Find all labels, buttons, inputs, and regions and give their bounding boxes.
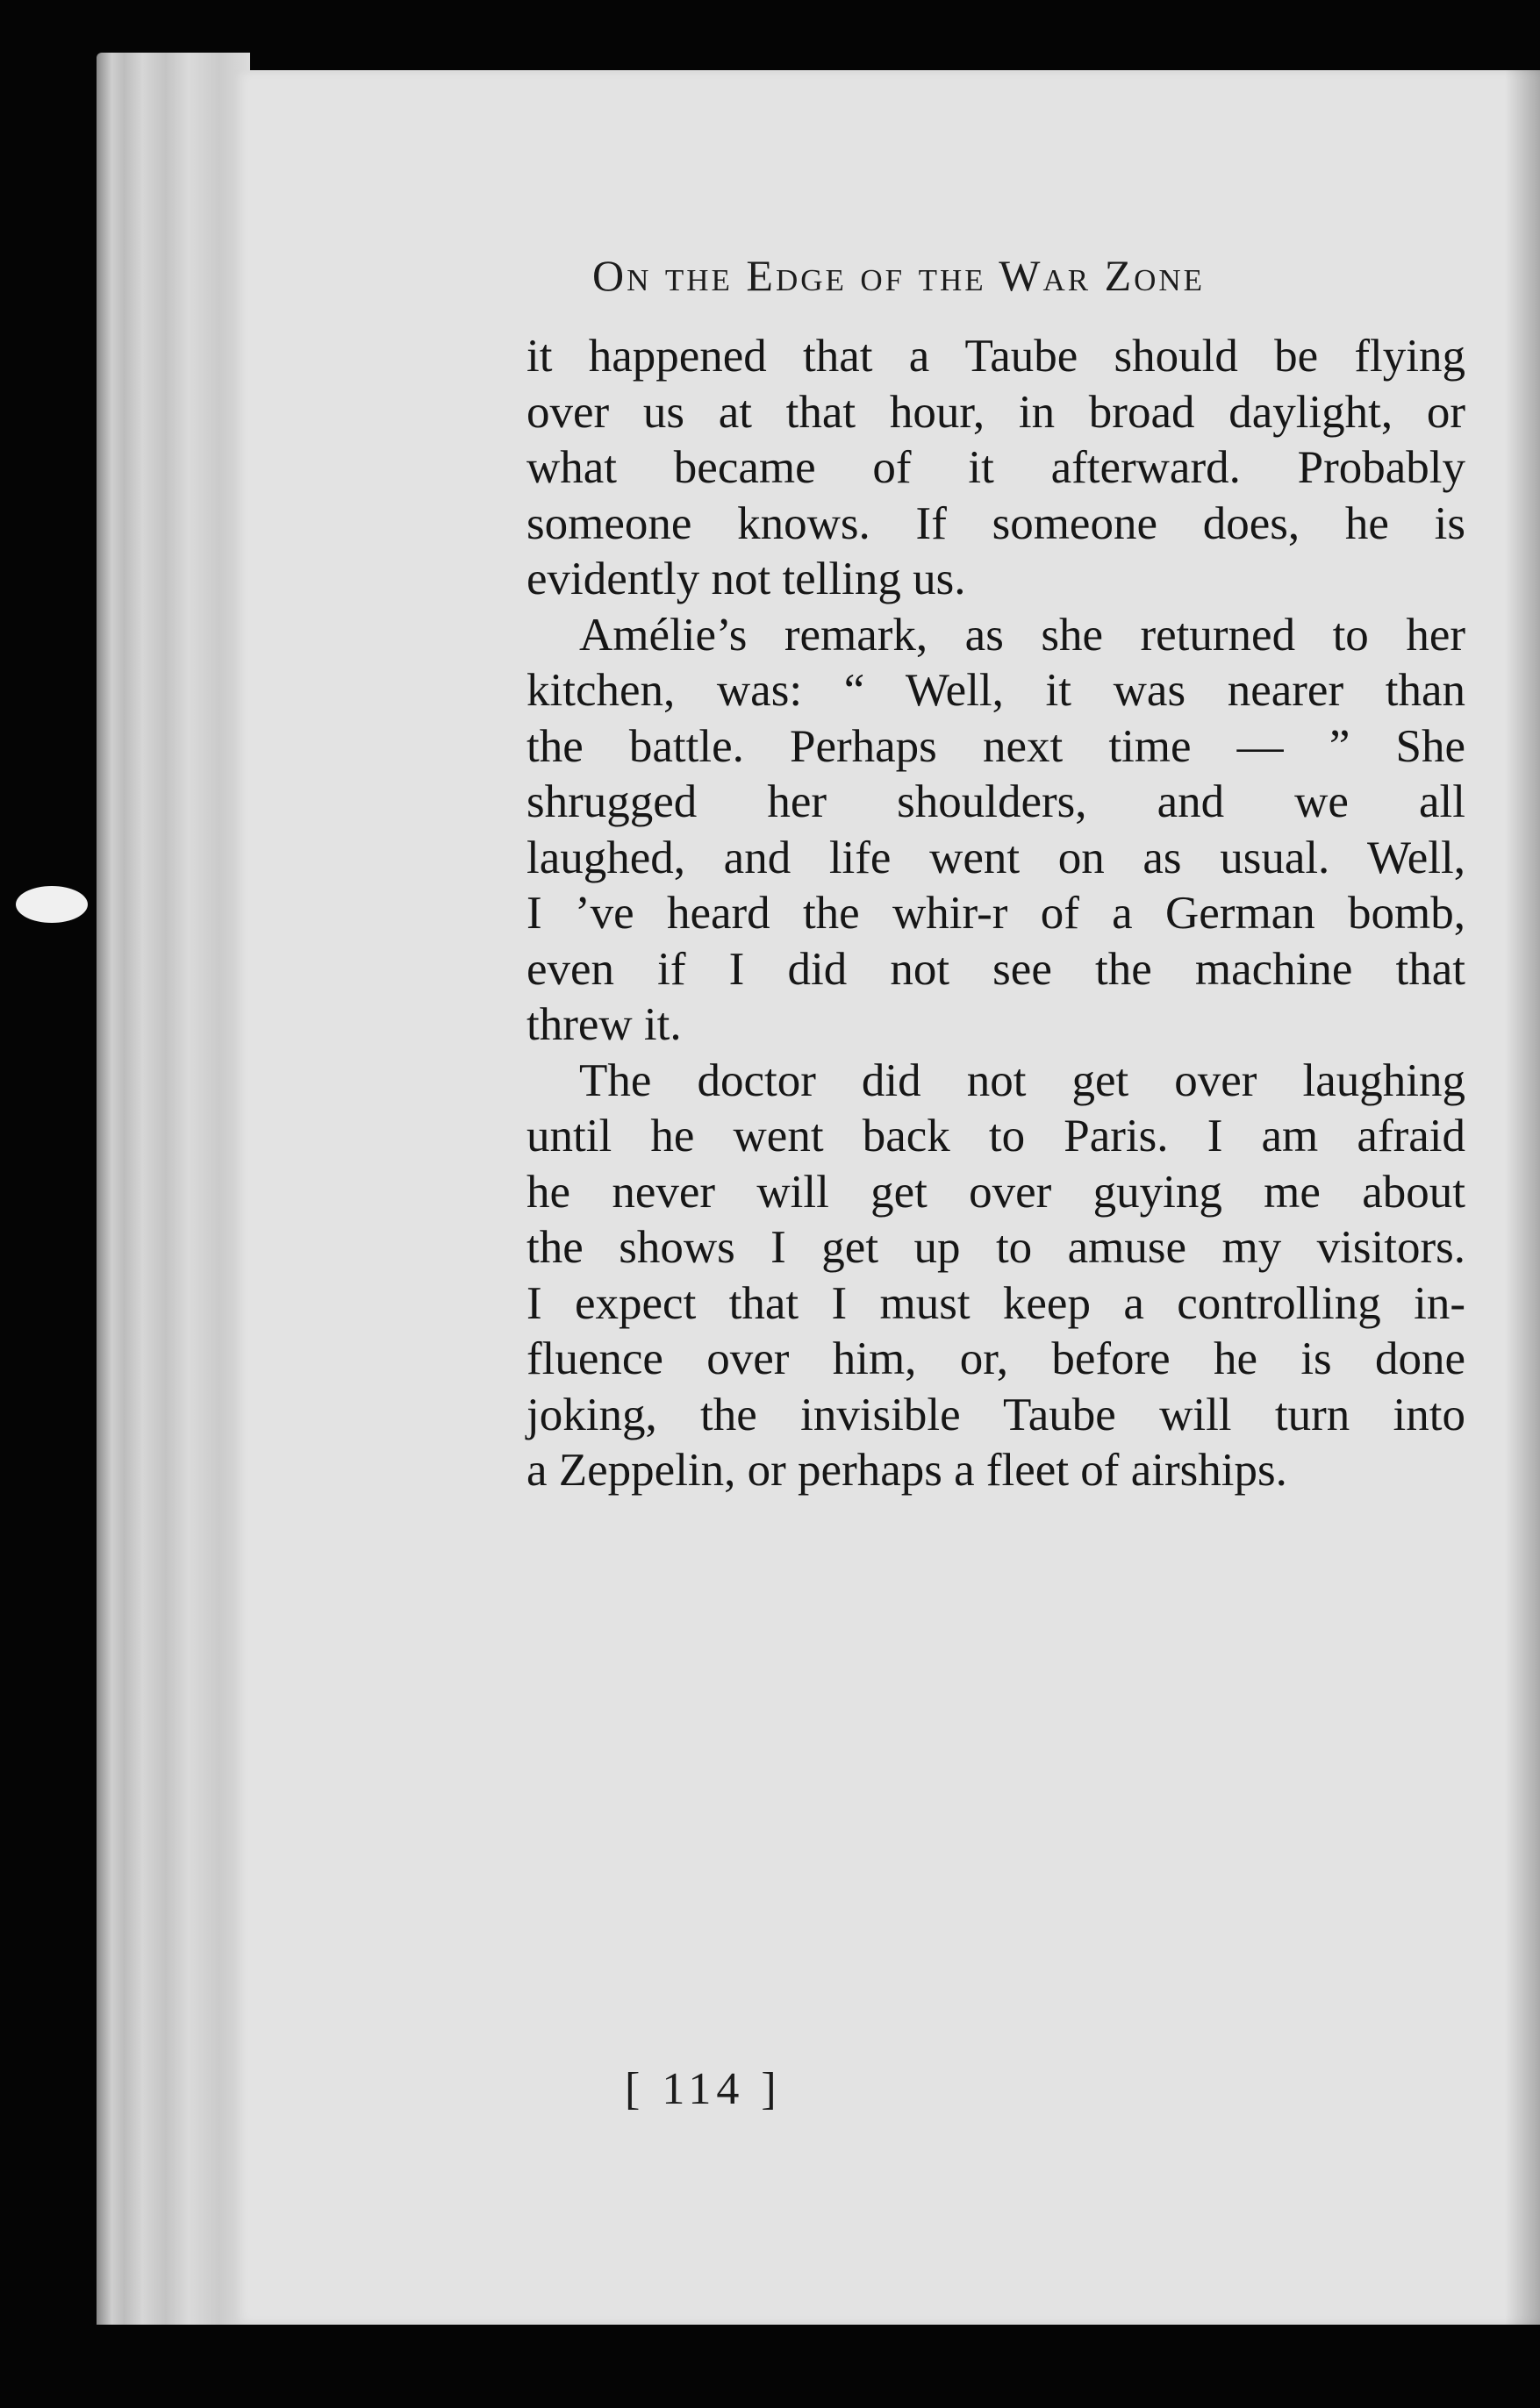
text-line: The doctor did not get over laughing <box>579 1054 1465 1106</box>
text-line: a Zeppelin, or perhaps a fleet of airships. <box>526 1445 1287 1496</box>
body-text <box>526 329 1465 1499</box>
text-line: Amélie’s remark, as she returned to her <box>579 609 1465 661</box>
text-line: he never will get over guying me about <box>526 1166 1465 1218</box>
text-line: the shows I get up to amuse my visitors. <box>526 1222 1465 1273</box>
text-line: fluence over him, or, before he is done <box>526 1333 1465 1384</box>
page-number: [ 114 ] <box>625 2064 782 2114</box>
text-line: over us at that hour, in broad daylight, or <box>526 386 1465 438</box>
page-edge-stack <box>97 53 250 2325</box>
text-line: shrugged her shoulders, and we all <box>526 776 1465 827</box>
text-line: what became of it afterward. Probably <box>526 442 1465 493</box>
page-gutter-shadow <box>1505 70 1540 2325</box>
text-line: I ’ve heard the whir-r of a German bomb, <box>526 888 1465 939</box>
paragraph-3 <box>526 1054 1465 1499</box>
scan-speck <box>16 886 88 923</box>
text-line: evidently not telling us. <box>526 554 966 604</box>
text-line: joking, the invisible Taube will turn into <box>526 1389 1465 1440</box>
text-line: until he went back to Paris. I am afraid <box>526 1111 1465 1161</box>
paragraph-2 <box>526 608 1465 1054</box>
text-line: it happened that a Taube should be flying <box>526 331 1465 382</box>
text-line: laughed, and life went on as usual. Well, <box>526 832 1465 883</box>
text-line: even if I did not see the machine that <box>526 943 1465 995</box>
text-line: I expect that I must keep a controlling in- <box>526 1277 1465 1329</box>
text-line: the battle. Perhaps next time — ” She <box>526 720 1465 772</box>
text-line: kitchen, was: “ Well, it was nearer than <box>526 665 1465 716</box>
text-line: threw it. <box>526 999 682 1050</box>
text-line: someone knows. If someone does, he is <box>526 497 1465 549</box>
paragraph-1 <box>526 329 1465 608</box>
running-head: On the Edge of the War Zone <box>592 251 1206 300</box>
